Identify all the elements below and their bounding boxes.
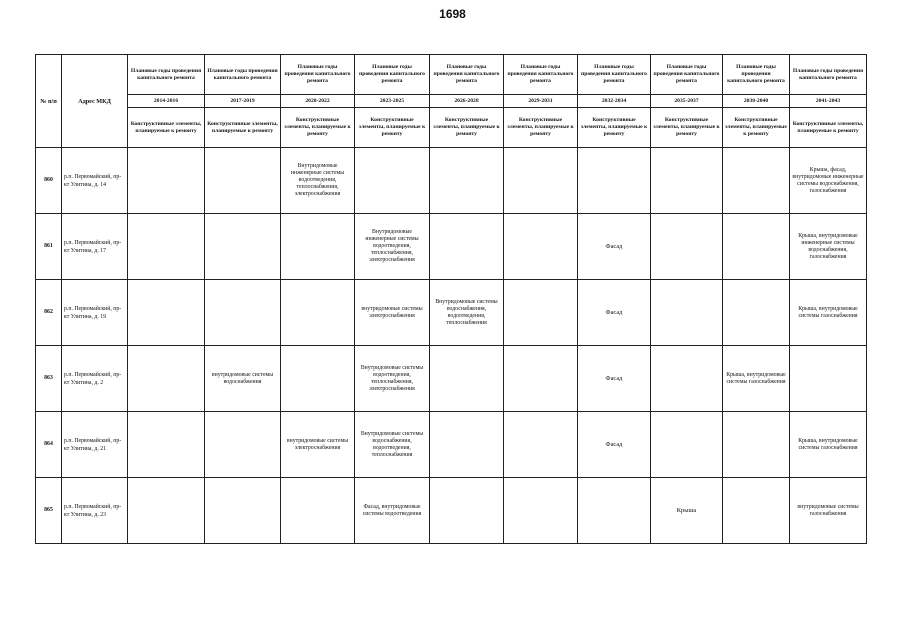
planned-years-header: Плановые годы проведения капитального ремонта: [578, 55, 651, 95]
table-body: [36, 148, 867, 544]
elements-header: Конструктивные элементы, планируемые к ремонту: [281, 108, 355, 148]
repair-elements-cell: [504, 148, 578, 214]
repair-elements-cell: Фасад: [578, 346, 651, 412]
row-address: р.п. Первомайский, пр-кт Улитина, д. 2: [62, 346, 128, 412]
repair-elements-cell: [651, 412, 723, 478]
repair-elements-cell: Крыша, фасад, внутридомовые инженерные системы водоснабжения, газоснабжения: [790, 148, 867, 214]
planned-years-header: Плановые годы проведения капитального ремонта: [128, 55, 205, 95]
row-address: р.п. Первомайский, пр-кт Улитина, д. 14: [62, 148, 128, 214]
repair-elements-cell: [128, 412, 205, 478]
planned-years-header: Плановые годы проведения капитального ремонта: [205, 55, 281, 95]
column-header-number: № п/п: [36, 55, 62, 148]
repair-elements-cell: Крыша, внутридомовые инженерные системы водоснабжения, газоснабжения: [790, 214, 867, 280]
table-row: [36, 214, 867, 280]
repair-elements-cell: [578, 148, 651, 214]
elements-header: Конструктивные элементы, планируемые к ремонту: [723, 108, 790, 148]
elements-header: Конструктивные элементы, планируемые к ремонту: [790, 108, 867, 148]
repair-elements-cell: Внутридомовые инженерные системы водоотведения, теплоснабжения, электроснабжения: [355, 214, 430, 280]
repair-elements-cell: [723, 148, 790, 214]
repair-elements-cell: [128, 280, 205, 346]
repair-elements-cell: [430, 346, 504, 412]
repair-elements-cell: внутридомовые системы газоснабжения: [790, 478, 867, 544]
elements-header: Конструктивные элементы, планируемые к ремонту: [355, 108, 430, 148]
repair-elements-cell: Внутридомовые системы водоснабжения, водоотведения, теплоснабжения: [430, 280, 504, 346]
repair-elements-cell: Внутридомовые системы водоснабжения, водоотведения, теплоснабжения: [355, 412, 430, 478]
repair-elements-cell: [723, 214, 790, 280]
period-header: 2026-2028: [430, 95, 504, 108]
period-header: 2023-2025: [355, 95, 430, 108]
period-header: 2029-2031: [504, 95, 578, 108]
row-address: р.п. Первомайский, пр-кт Улитина, д. 23: [62, 478, 128, 544]
elements-header: Конструктивные элементы, планируемые к ремонту: [651, 108, 723, 148]
repair-elements-cell: Фасад, внутридомовые системы водоотведения: [355, 478, 430, 544]
period-header: 2038-2040: [723, 95, 790, 108]
planned-years-header: Плановые годы проведения капитального ремонта: [790, 55, 867, 95]
header-row-elements: [36, 108, 867, 148]
table-row: [36, 412, 867, 478]
repair-elements-cell: [205, 280, 281, 346]
repair-elements-cell: [205, 412, 281, 478]
repair-elements-cell: [128, 478, 205, 544]
repair-elements-cell: Фасад: [578, 412, 651, 478]
repair-elements-cell: [504, 346, 578, 412]
repair-elements-cell: внутридомовые системы водоснабжения: [205, 346, 281, 412]
table-row: [36, 346, 867, 412]
planned-years-header: Плановые годы проведения капитального ремонта: [430, 55, 504, 95]
repair-elements-cell: [128, 214, 205, 280]
row-address: р.п. Первомайский, пр-кт Улитина, д. 19: [62, 280, 128, 346]
repair-elements-cell: [281, 478, 355, 544]
repair-elements-cell: [651, 148, 723, 214]
period-header: 2035-2037: [651, 95, 723, 108]
repair-elements-cell: Внутридомовые инженерные системы водоотведения, теплоснабжения, электроснабжения: [281, 148, 355, 214]
planned-years-header: Плановые годы проведения капитального ремонта: [723, 55, 790, 95]
repair-elements-cell: [504, 280, 578, 346]
table-row: [36, 478, 867, 544]
elements-header: Конструктивные элементы, планируемые к ремонту: [205, 108, 281, 148]
repair-elements-cell: [281, 214, 355, 280]
row-number: 864: [36, 412, 62, 478]
planned-years-header: Плановые годы проведения капитального ремонта: [281, 55, 355, 95]
repair-elements-cell: внутридомовые системы электроснабжения: [281, 412, 355, 478]
repair-elements-cell: [128, 346, 205, 412]
repair-elements-cell: [651, 214, 723, 280]
repair-elements-cell: [430, 412, 504, 478]
row-number: 863: [36, 346, 62, 412]
repair-elements-cell: внутридомовые системы электроснабжения: [355, 280, 430, 346]
row-number: 862: [36, 280, 62, 346]
repair-elements-cell: [504, 214, 578, 280]
elements-header: Конструктивные элементы, планируемые к ремонту: [430, 108, 504, 148]
planned-years-header: Плановые годы проведения капитального ремонта: [355, 55, 430, 95]
repair-elements-cell: [723, 280, 790, 346]
header-row-planned-years: [36, 55, 867, 95]
period-header: 2014-2016: [128, 95, 205, 108]
repair-elements-cell: [430, 148, 504, 214]
repair-elements-cell: [128, 148, 205, 214]
period-header: 2017-2019: [205, 95, 281, 108]
repair-elements-cell: [281, 280, 355, 346]
elements-header: Конструктивные элементы, планируемые к ремонту: [504, 108, 578, 148]
header-row-periods: [36, 95, 867, 108]
repair-elements-cell: [430, 478, 504, 544]
repair-elements-cell: Внутридомовые системы водоотведения, теплоснабжения, электроснабжения: [355, 346, 430, 412]
repair-elements-cell: Крыша, внутридомовые системы газоснабжения: [723, 346, 790, 412]
row-address: р.п. Первомайский, пр-кт Улитина, д. 21: [62, 412, 128, 478]
row-number: 865: [36, 478, 62, 544]
repair-elements-cell: [723, 412, 790, 478]
row-number: 860: [36, 148, 62, 214]
repair-elements-cell: [205, 148, 281, 214]
repair-elements-cell: [281, 346, 355, 412]
row-address: р.п. Первомайский, пр-кт Улитина, д. 17: [62, 214, 128, 280]
repair-elements-cell: [504, 478, 578, 544]
repair-elements-cell: [790, 346, 867, 412]
repair-elements-cell: [355, 148, 430, 214]
row-number: 861: [36, 214, 62, 280]
repair-elements-cell: Фасад: [578, 280, 651, 346]
capital-repair-table: [35, 54, 867, 544]
repair-elements-cell: [651, 346, 723, 412]
elements-header: Конструктивные элементы, планируемые к ремонту: [578, 108, 651, 148]
planned-years-header: Плановые годы проведения капитального ремонта: [504, 55, 578, 95]
repair-elements-cell: [205, 478, 281, 544]
repair-elements-cell: [205, 214, 281, 280]
repair-elements-cell: [430, 214, 504, 280]
repair-elements-cell: [723, 478, 790, 544]
table-header: [36, 55, 867, 148]
table-row: [36, 280, 867, 346]
period-header: 2020-2022: [281, 95, 355, 108]
period-header: 2041-2043: [790, 95, 867, 108]
repair-elements-cell: Крыша, внутридомовые системы газоснабжения: [790, 412, 867, 478]
period-header: 2032-2034: [578, 95, 651, 108]
repair-elements-cell: Фасад: [578, 214, 651, 280]
planned-years-header: Плановые годы проведения капитального ремонта: [651, 55, 723, 95]
repair-elements-cell: [578, 478, 651, 544]
column-header-address: Адрес МКД: [62, 55, 128, 148]
page-number: 1698: [439, 7, 466, 21]
table-row: [36, 148, 867, 214]
repair-elements-cell: Крыша: [651, 478, 723, 544]
repair-elements-cell: [504, 412, 578, 478]
elements-header: Конструктивные элементы, планируемые к ремонту: [128, 108, 205, 148]
repair-elements-cell: [651, 280, 723, 346]
repair-elements-cell: Крыша, внутридомовые системы газоснабжения: [790, 280, 867, 346]
